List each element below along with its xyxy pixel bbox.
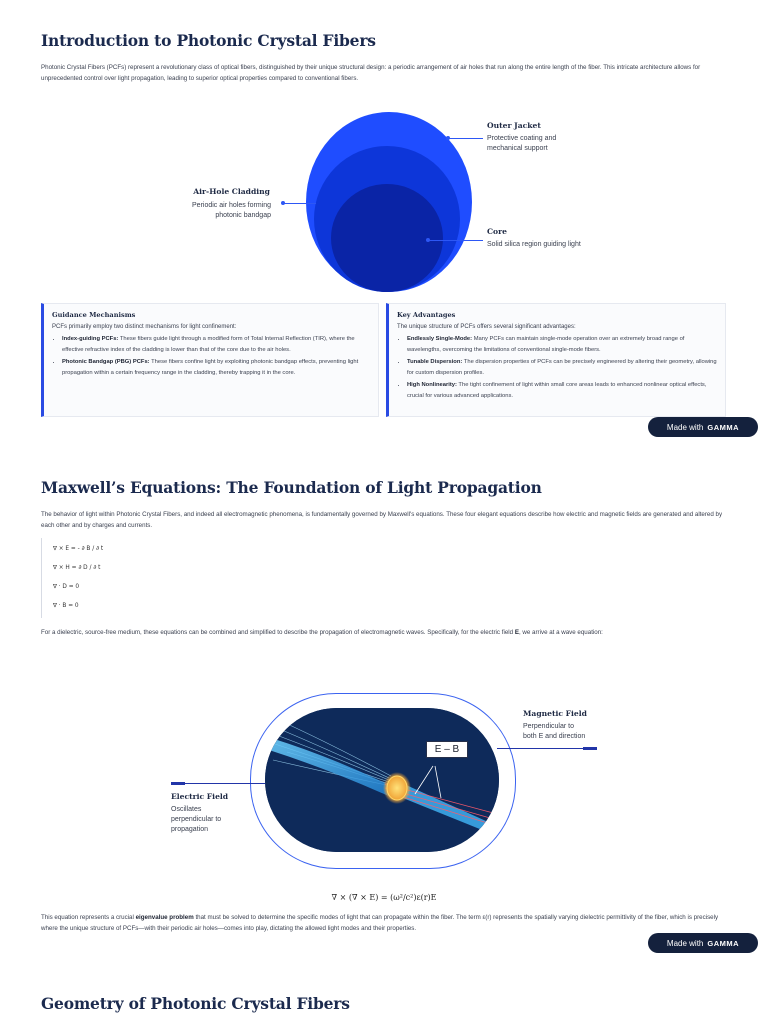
core-title: Core xyxy=(487,227,507,236)
electric-field-desc: Oscillates perpendicular to propagation xyxy=(171,806,222,833)
cladding-desc: Periodic air holes forming photonic bandgap xyxy=(192,202,271,219)
cladding-leader xyxy=(284,203,316,204)
dielectric-paragraph: For a dielectric, source-free medium, these equations can be combined and simplified to describe the propagation of electromagnetic waves. Specifically, for the electric field E, we arrive at a wave equation: xyxy=(41,629,603,636)
outer-jacket-title: Outer Jacket xyxy=(487,121,541,130)
magnetic-field-leader xyxy=(497,748,583,749)
card-intro: PCFs primarily employ two distinct mechanisms for light confinement: xyxy=(52,324,237,330)
equation-gauss-d: ∇ · D = 0 xyxy=(53,584,80,590)
card-title: Guidance Mechanisms xyxy=(52,311,136,319)
list-item: • High Nonlinearity: The tight confinement of light within small core areas leads to enhanced nonlinear optical effects, crucial for various advanced applications. xyxy=(407,380,717,401)
list-item: • Endlessly Single-Mode: Many PCFs can maintain single-mode operation over an extremely broad range of wavelengths, overcoming the limitations of conventional single-mode fibers. xyxy=(407,334,717,355)
equation-faraday: ∇ × E = - ∂ B / ∂ t xyxy=(53,546,104,552)
guidance-list xyxy=(52,334,370,378)
core-leader xyxy=(429,240,483,241)
maxwell-intro-paragraph: The behavior of light within Photonic Crystal Fibers, and indeed all electromagnetic phenomena, is fundamentally governed by Maxwell's equations. These four elegant equations describe how electric and magnetic fields are generated and altered by each other and by charges and currents. xyxy=(41,511,723,529)
guidance-mechanisms-card xyxy=(41,303,379,417)
fiber-light-illustration xyxy=(265,708,499,852)
list-item: • Photonic Bandgap (PBG) PCFs: These fibers confine light by exploiting photonic bandgap effects, preventing light propagation within a certain frequency range in the cladding, thereby trapping it in the core. xyxy=(62,357,370,378)
cladding-title: Air-Hole Cladding xyxy=(193,187,270,196)
outer-jacket-desc: Protective coating and mechanical support xyxy=(487,135,557,152)
section-title-intro: Introduction to Photonic Crystal Fibers xyxy=(41,31,376,50)
section-title-geometry: Geometry of Photonic Crystal Fibers xyxy=(41,994,350,1013)
electric-field-marker xyxy=(171,782,185,785)
equation-gauss-b: ∇ · B = 0 xyxy=(53,603,79,609)
magnetic-field-marker xyxy=(583,747,597,750)
outer-jacket-leader xyxy=(448,138,483,139)
em-field-figure xyxy=(250,693,516,869)
card-intro: The unique structure of PCFs offers several significant advantages: xyxy=(397,324,576,330)
maxwell-equations-block xyxy=(41,538,112,618)
eigenvalue-paragraph: This equation represents a crucial eigenvalue problem that must be solved to determine the specific modes of light that can propagate within the fiber. The term ε(r) represents the spatially varying dielectric permittivity of the fiber, which is precisely where the unique structure of PCFs—with their periodic air holes—comes into play, dictating the allowed light modes and their properties. xyxy=(41,914,719,932)
electric-field-leader xyxy=(185,783,265,784)
list-item: • Tunable Dispersion: The dispersion properties of PCFs can be precisely engineered by altering their geometry, allowing for custom dispersion profiles. xyxy=(407,357,717,378)
electric-field-title: Electric Field xyxy=(171,792,229,801)
card-title: Key Advantages xyxy=(397,311,456,319)
advantages-list xyxy=(397,334,717,402)
intro-paragraph: Photonic Crystal Fibers (PCFs) represent a revolutionary class of optical fibers, distinguished by their unique structural design: a periodic arrangement of air holes that run along the entire length of the fiber. This intricate architecture allows for unprecedented control over light propagation, leading to superior optical properties compared to conventional fibers. xyxy=(41,64,701,82)
fiber-light-image xyxy=(265,708,499,852)
equation-ampere: ∇ × H = ∂ D / ∂ t xyxy=(53,565,101,571)
made-with-gamma-badge-2[interactable]: Made with GAMMA xyxy=(648,933,758,953)
core-desc: Solid silica region guiding light xyxy=(487,241,581,248)
magnetic-field-title: Magnetic Field xyxy=(523,709,587,718)
wave-equation: ∇ × (∇ × E) = (ω²/c²)ε(r)E xyxy=(331,893,437,902)
list-item: • Index-guiding PCFs: These fibers guide light through a modified form of Total Internal Reflection (TIR), where the effective refractive index of the cladding is lower than that of the core due to the air holes. xyxy=(62,334,370,355)
made-with-gamma-badge[interactable]: Made with GAMMA xyxy=(648,417,758,437)
section-title-maxwell: Maxwell’s Equations: The Foundation of Light Propagation xyxy=(41,478,542,497)
magnetic-field-desc: Perpendicular to both E and direction xyxy=(523,723,586,740)
e-b-label: E – B xyxy=(426,741,468,758)
key-advantages-card xyxy=(386,303,726,417)
